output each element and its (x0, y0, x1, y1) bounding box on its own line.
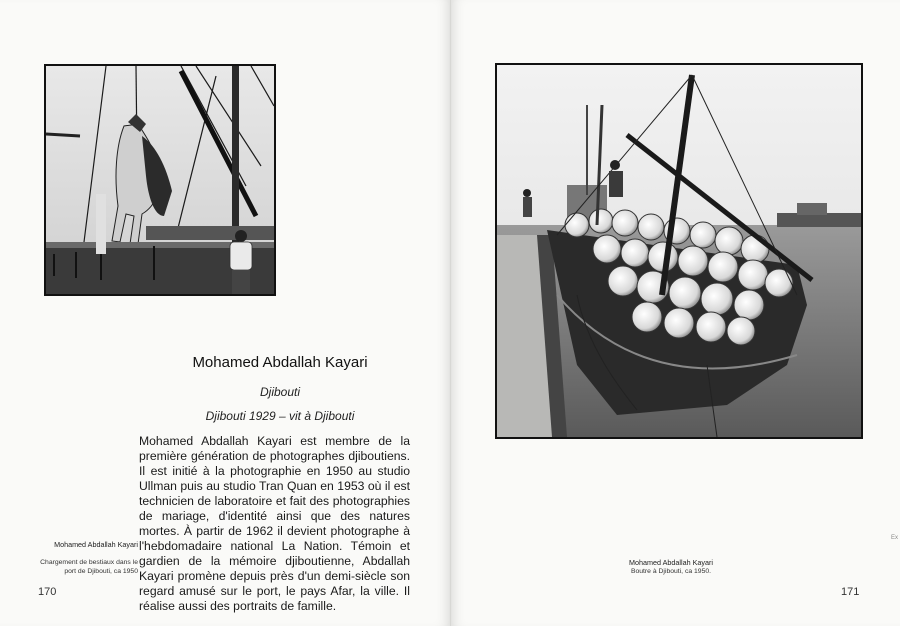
photo-caption-text: Chargement de bestiaux dans le port de Djibouti, ca 1950 (40, 559, 138, 575)
photographer-biography: Mohamed Abdallah Kayari est membre de la première génération de photographes djiboutiens. Il est initié à la photographie en 1950 au studio Ullman puis au studio Tran Quan en 1953 où il est technicien de laboratoire et fait des photographies de mariage, d'identité ainsi que des natures mortes. À partir de 1962 il devient photographe à l'hebdomadaire national La Nation. Témoin et gardien de la mémoire djiboutienne, Abdallah Kayari promène depuis près d'un demi-siècle son regard amusé sur le port, le pays Afar, la ville. Il réalise aussi des portraits de famille. (139, 434, 410, 613)
photo-caption-text: Boutre à Djibouti, ca 1950. (630, 568, 712, 575)
page-number: 170 (38, 586, 57, 598)
page-number: 171 (841, 586, 860, 598)
photo-caption-name: Mohamed Abdallah Kayari (629, 558, 713, 567)
photo-dhow-boat (495, 63, 863, 439)
photographer-dates: Djibouti 1929 – vit à Djibouti (205, 409, 355, 423)
photo-caption-name: Mohamed Abdallah Kayari (54, 540, 138, 549)
photo-livestock-loading (44, 64, 276, 296)
margin-mark: Ex (891, 535, 899, 541)
right-page (451, 0, 900, 626)
photographer-name-heading: Mohamed Abdallah Kayari (192, 354, 368, 371)
photographer-location: Djibouti (259, 385, 301, 399)
